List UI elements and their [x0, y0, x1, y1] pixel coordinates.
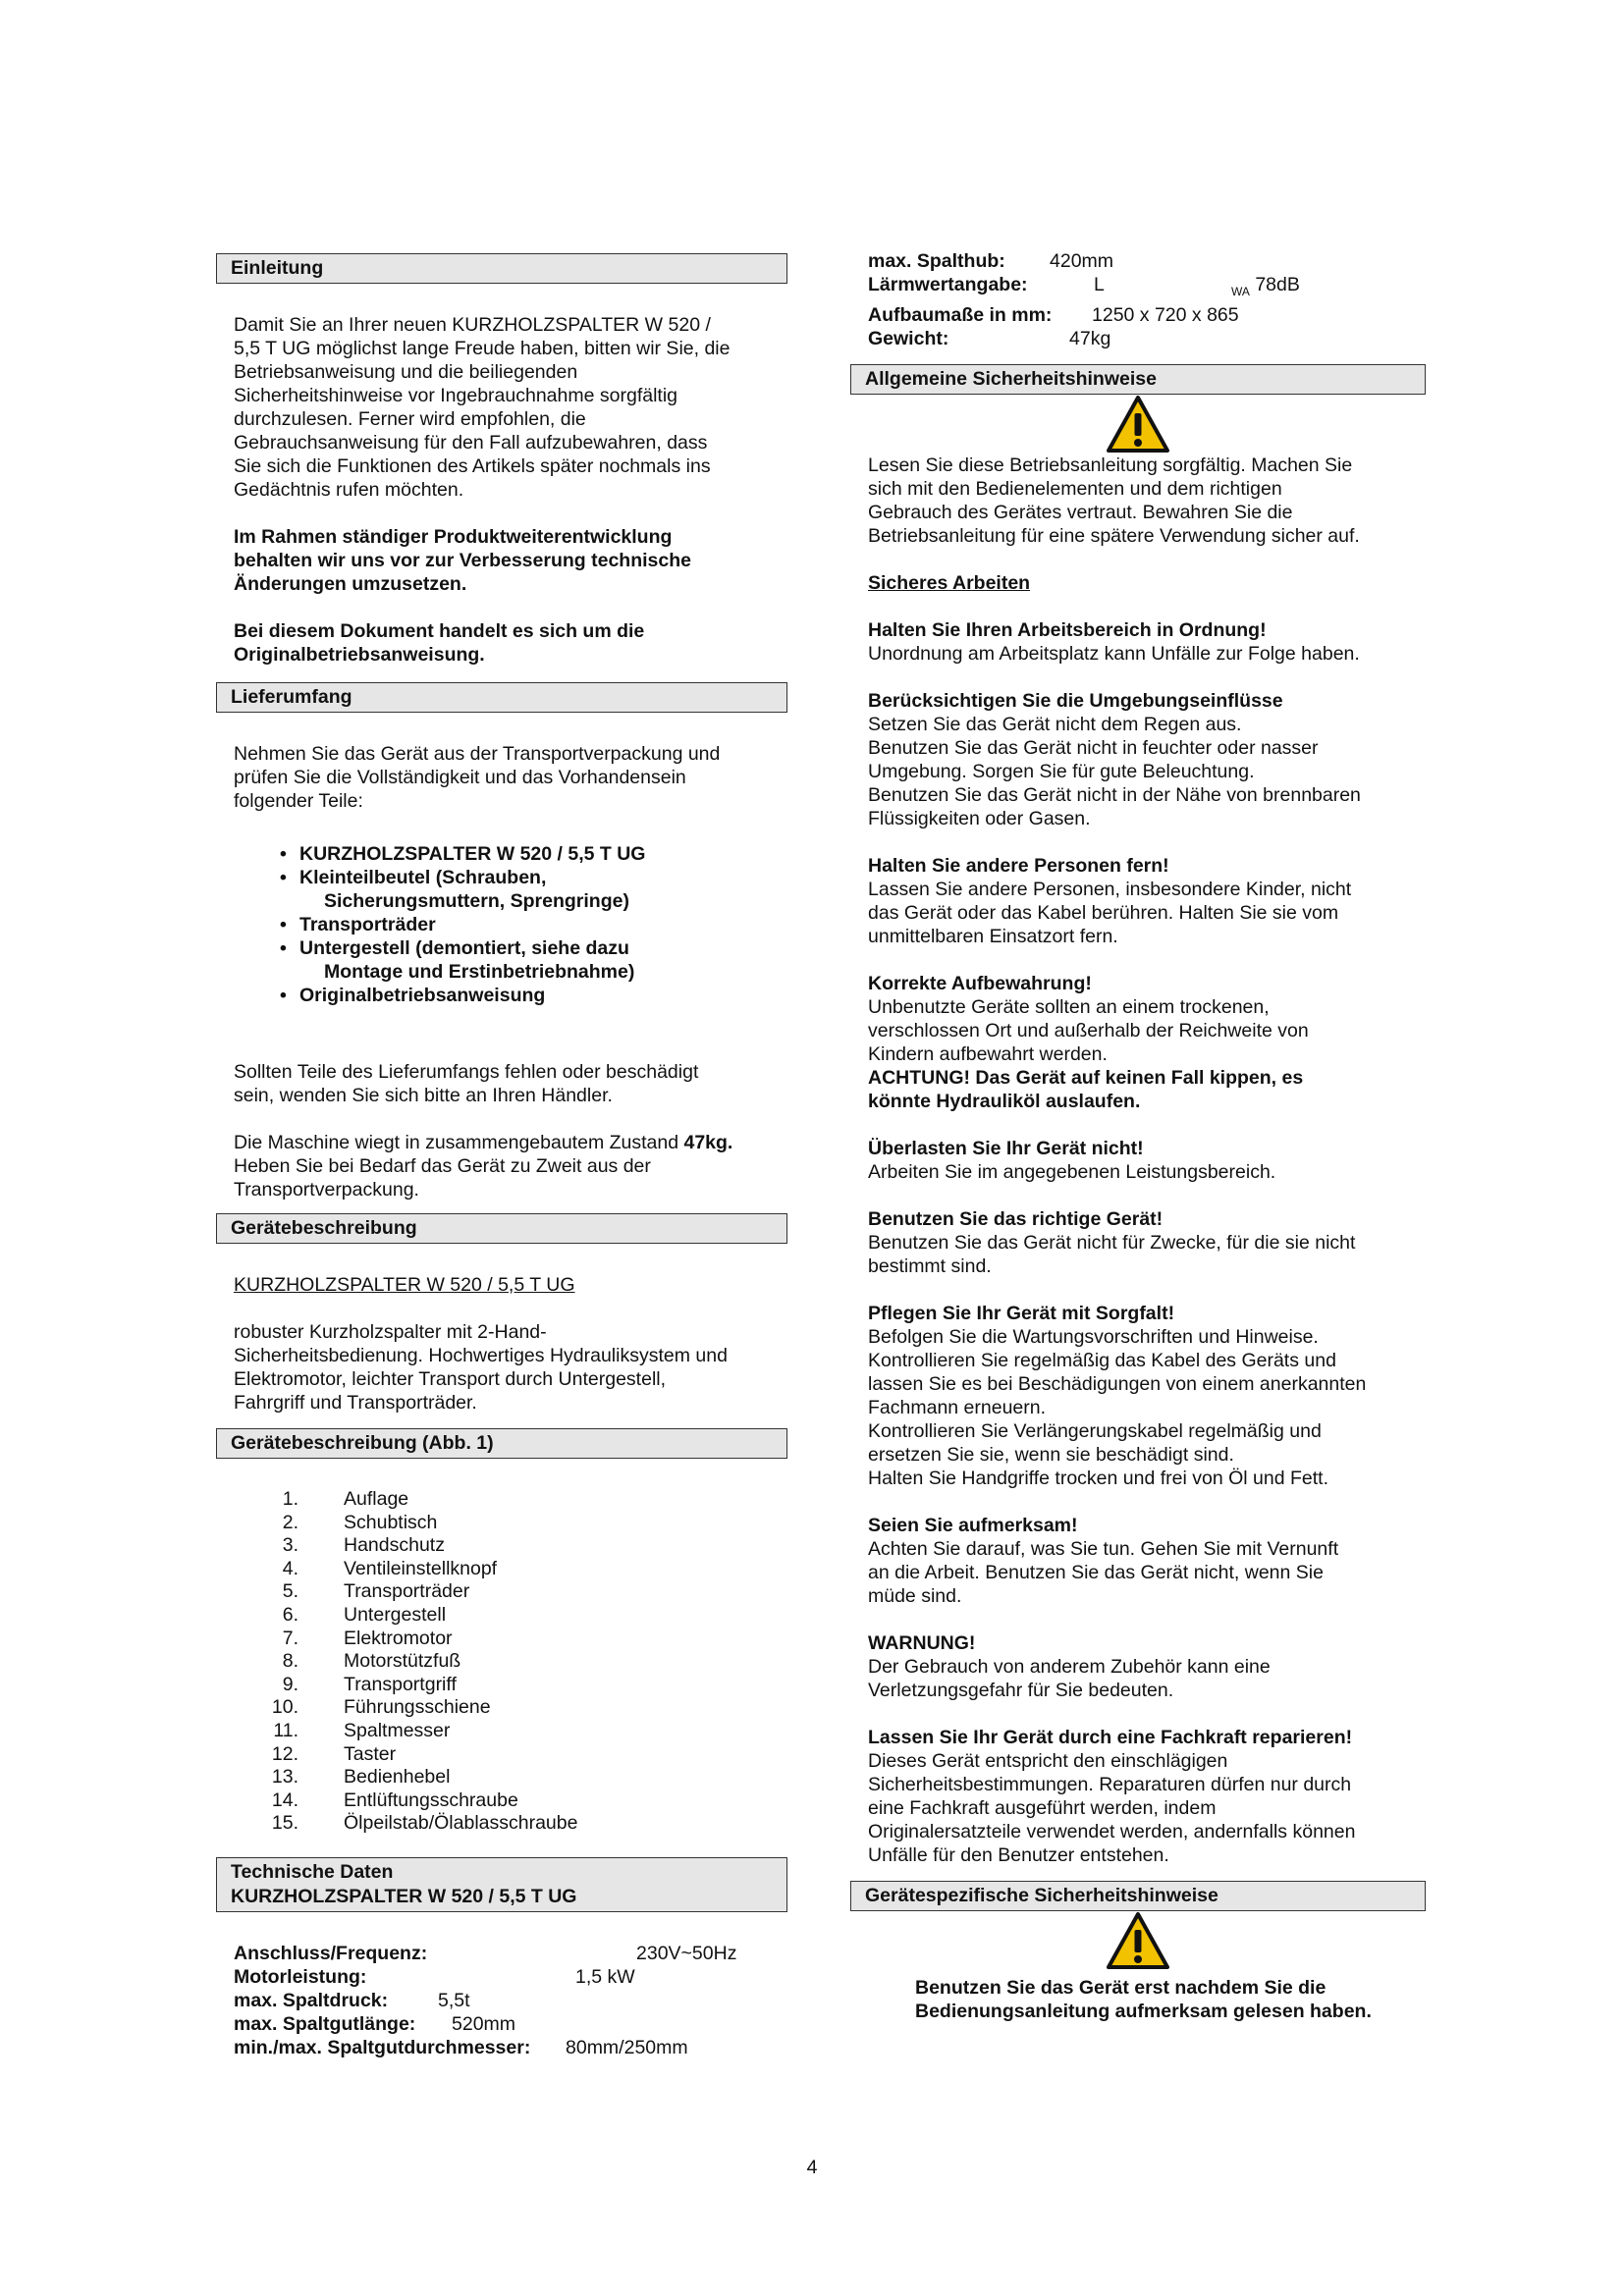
- allgemein-intro: Lesen Sie diese Betriebsanleitung sorgfältig. Machen Sie sich mit den Bedienelementen und dem richtigen Gebrauch des Gerätes vertraut. Bewahren Sie die Betriebsanleitung für eine spätere Verwendung sicher auf.: [868, 454, 1360, 547]
- lieferumfang-list: [216, 842, 787, 1007]
- section-header-technische-daten: Technische Daten KURZHOLZSPALTER W 520 / 5,5 T UG: [216, 1857, 787, 1912]
- safety-block-umgebung: Berücksichtigen Sie die Umgebungseinflüsse Setzen Sie das Gerät nicht dem Regen aus. Benutzen Sie das Gerät nicht in feuchter oder nasser Umgebung. Sorgen Sie für gute Beleuchtung. Benutzen Sie das Gerät nicht in der Nähe von brennbaren Flüssigkeiten oder Gasen.: [868, 689, 1361, 829]
- safety-block-richtiges-geraet: Benutzen Sie das richtige Gerät! Benutzen Sie das Gerät nicht für Zwecke, für die sie nicht bestimmt sind.: [868, 1207, 1356, 1277]
- list-item: • KURZHOLZSPALTER W 520 / 5,5 T UG: [280, 842, 787, 866]
- list-item: 2. Schubtisch: [282, 1511, 438, 1533]
- lieferumfang-intro: Nehmen Sie das Gerät aus der Transportverpackung und prüfen Sie die Vollständigkeit und das Vorhandensein folgender Teile:: [234, 743, 721, 812]
- list-item: 8. Motorstützfuß: [282, 1650, 461, 1673]
- left-column: [216, 253, 787, 2059]
- einleitung-paragraph-2: Im Rahmen ständiger Produktweiterentwicklung behalten wir uns vor zur Verbesserung technische Änderungen umzusetzen.: [234, 526, 691, 595]
- right-column: [850, 249, 1426, 2023]
- list-item: 10. Führungsschiene: [271, 1696, 491, 1719]
- list-item: • Originalbetriebsanweisung: [280, 984, 787, 1007]
- section-header-allgemeine-sicherheitshinweise: Allgemeine Sicherheitshinweise: [850, 364, 1426, 395]
- list-item: • Transporträder: [280, 913, 787, 936]
- list-item: 9. Transportgriff: [282, 1673, 457, 1695]
- list-item: 1. Auflage: [282, 1488, 409, 1510]
- geraetebeschreibung-text: robuster Kurzholzspalter mit 2-Hand- Sicherheitsbedienung. Hochwertiges Hydrauliksystem und Elektromotor, leichter Transport durch Untergestell, Fahrgriff und Transporträder.: [234, 1321, 728, 1414]
- list-item: 6. Untergestell: [282, 1603, 447, 1626]
- einleitung-paragraph-1: Damit Sie an Ihrer neuen KURZHOLZSPALTER W 520 / 5,5 T UG möglichst lange Freude haben, bitten wir Sie, die Betriebsanweisung und die beiliegenden Sicherheitshinweise vor Ingebrauchnahme sorgfältig durchzulesen. Ferner wird empfohlen, die Gebrauchsanweisung für den Fall aufzubewahren, dass Sie sich die Funktionen des Artikels später nochmals ins Gedächtnis rufen möchten.: [234, 314, 731, 501]
- warning-icon: [1106, 395, 1170, 454]
- list-item: 13. Bedienhebel: [271, 1766, 451, 1789]
- safety-block-personen: Halten Sie andere Personen fern! Lassen Sie andere Personen, insbesondere Kinder, nicht das Gerät oder das Kabel berühren. Halten Sie sie vom unmittelbaren Einsatzort fern.: [868, 854, 1352, 947]
- page-number: 4: [806, 2157, 818, 2178]
- sicheres-arbeiten-heading: Sicheres Arbeiten: [868, 571, 1031, 594]
- safety-block-fachkraft: Lassen Sie Ihr Gerät durch eine Fachkraft reparieren! Dieses Gerät entspricht den einschlägigen Sicherheitsbestimmungen. Reparaturen dürfen nur durch eine Fachkraft ausgeführt werden, indem Originalersatzteile verwendet werden, andernfalls können Unfälle für den Benutzer entstehen.: [868, 1726, 1356, 1866]
- list-item: 5. Transporträder: [282, 1580, 470, 1603]
- section-header-geraetespezifisch: Gerätespezifische Sicherheitshinweise: [850, 1881, 1426, 1911]
- geraetespezifisch-text: Benutzen Sie das Gerät erst nachdem Sie die Bedienungsanleitung aufmerksam gelesen haben.: [915, 1976, 1372, 2022]
- safety-block-aufbewahrung: Korrekte Aufbewahrung! Unbenutzte Geräte sollten an einem trockenen, verschlossen Ort und außerhalb der Reichweite von Kindern aufbewahrt werden. ACHTUNG! Das Gerät auf keinen Fall kippen, es könnte Hydrauliköl auslaufen.: [868, 972, 1309, 1112]
- specs-continued: max. Spalthub: 420mm Lärmwertangabe: L $_{WA}$ 78dB Aufbaumaße in mm: 1250 x 720 x 865 Gewicht: 47kg: [868, 250, 1300, 349]
- warning-icon: [1106, 1911, 1170, 1970]
- technische-daten-table: Anschluss/Frequenz: 230V~50Hz Motorleistung: 1,5 kW max. Spaltdruck: 5,5t max. Spaltgutlänge: 520mm min./max. Spaltgutdurchmesser: 80mm/250mm: [234, 1942, 737, 2058]
- list-item: 11. Spaltmesser: [273, 1719, 451, 1741]
- safety-block-warnung: WARNUNG! Der Gebrauch von anderem Zubehör kann eine Verletzungsgefahr für Sie bedeuten.: [868, 1631, 1271, 1701]
- safety-block-ueberlasten: Überlasten Sie Ihr Gerät nicht! Arbeiten Sie im angegebenen Leistungsbereich.: [868, 1137, 1276, 1183]
- parts-list: [216, 1488, 787, 1836]
- list-item: 14. Entlüftungsschraube: [271, 1789, 518, 1811]
- lieferumfang-missing-note: Sollten Teile des Lieferumfangs fehlen oder beschädigt sein, wenden Sie sich bitte an Ihren Händler.: [234, 1061, 699, 1106]
- section-header-einleitung: Einleitung: [216, 253, 787, 284]
- section-header-abb1: Gerätebeschreibung (Abb. 1): [216, 1428, 787, 1459]
- list-item: • Untergestell (demontiert, siehe dazu Montage und Erstinbetriebnahme): [280, 936, 787, 984]
- list-item: 4. Ventileinstellknopf: [282, 1557, 498, 1579]
- lieferumfang-weight-note: Die Maschine wiegt in zusammengebautem Zustand 47kg. Heben Sie bei Bedarf das Gerät zu Zweit aus der Transportverpackung.: [234, 1132, 733, 1201]
- model-name: KURZHOLZSPALTER W 520 / 5,5 T UG: [234, 1274, 575, 1296]
- list-item: 7. Elektromotor: [282, 1627, 453, 1649]
- section-header-geraetebeschreibung: Gerätebeschreibung: [216, 1213, 787, 1244]
- safety-block-ordnung: Halten Sie Ihren Arbeitsbereich in Ordnung! Unordnung am Arbeitsplatz kann Unfälle zur Folge haben.: [868, 618, 1360, 665]
- section-header-lieferumfang: Lieferumfang: [216, 682, 787, 713]
- list-item: 12. Taster: [271, 1742, 397, 1765]
- safety-block-aufmerksam: Seien Sie aufmerksam! Achten Sie darauf, was Sie tun. Gehen Sie mit Vernunft an die Arbeit. Benutzen Sie das Gerät nicht, wenn Sie müde sind.: [868, 1514, 1339, 1607]
- list-item: • Kleinteilbeutel (Schrauben, Sicherungsmuttern, Sprengringe): [280, 866, 787, 913]
- einleitung-paragraph-3: Bei diesem Dokument handelt es sich um die Originalbetriebsanweisung.: [234, 620, 645, 666]
- list-item: 15. Ölpeilstab/Ölablasschraube: [271, 1812, 578, 1835]
- list-item: 3. Handschutz: [282, 1534, 445, 1557]
- safety-block-pflege: Pflegen Sie Ihr Gerät mit Sorgfalt! Befolgen Sie die Wartungsvorschriften und Hinweise. Kontrollieren Sie regelmäßig das Kabel des Geräts und lassen Sie es bei Beschädigungen von einem anerkannten Fachmann erneuern. Kontrollieren Sie Verlängerungskabel regelmäßig und ersetzen Sie sie, wenn sie beschädigt sind. Halten Sie Handgriffe trocken und frei von Öl und Fett.: [868, 1302, 1367, 1489]
